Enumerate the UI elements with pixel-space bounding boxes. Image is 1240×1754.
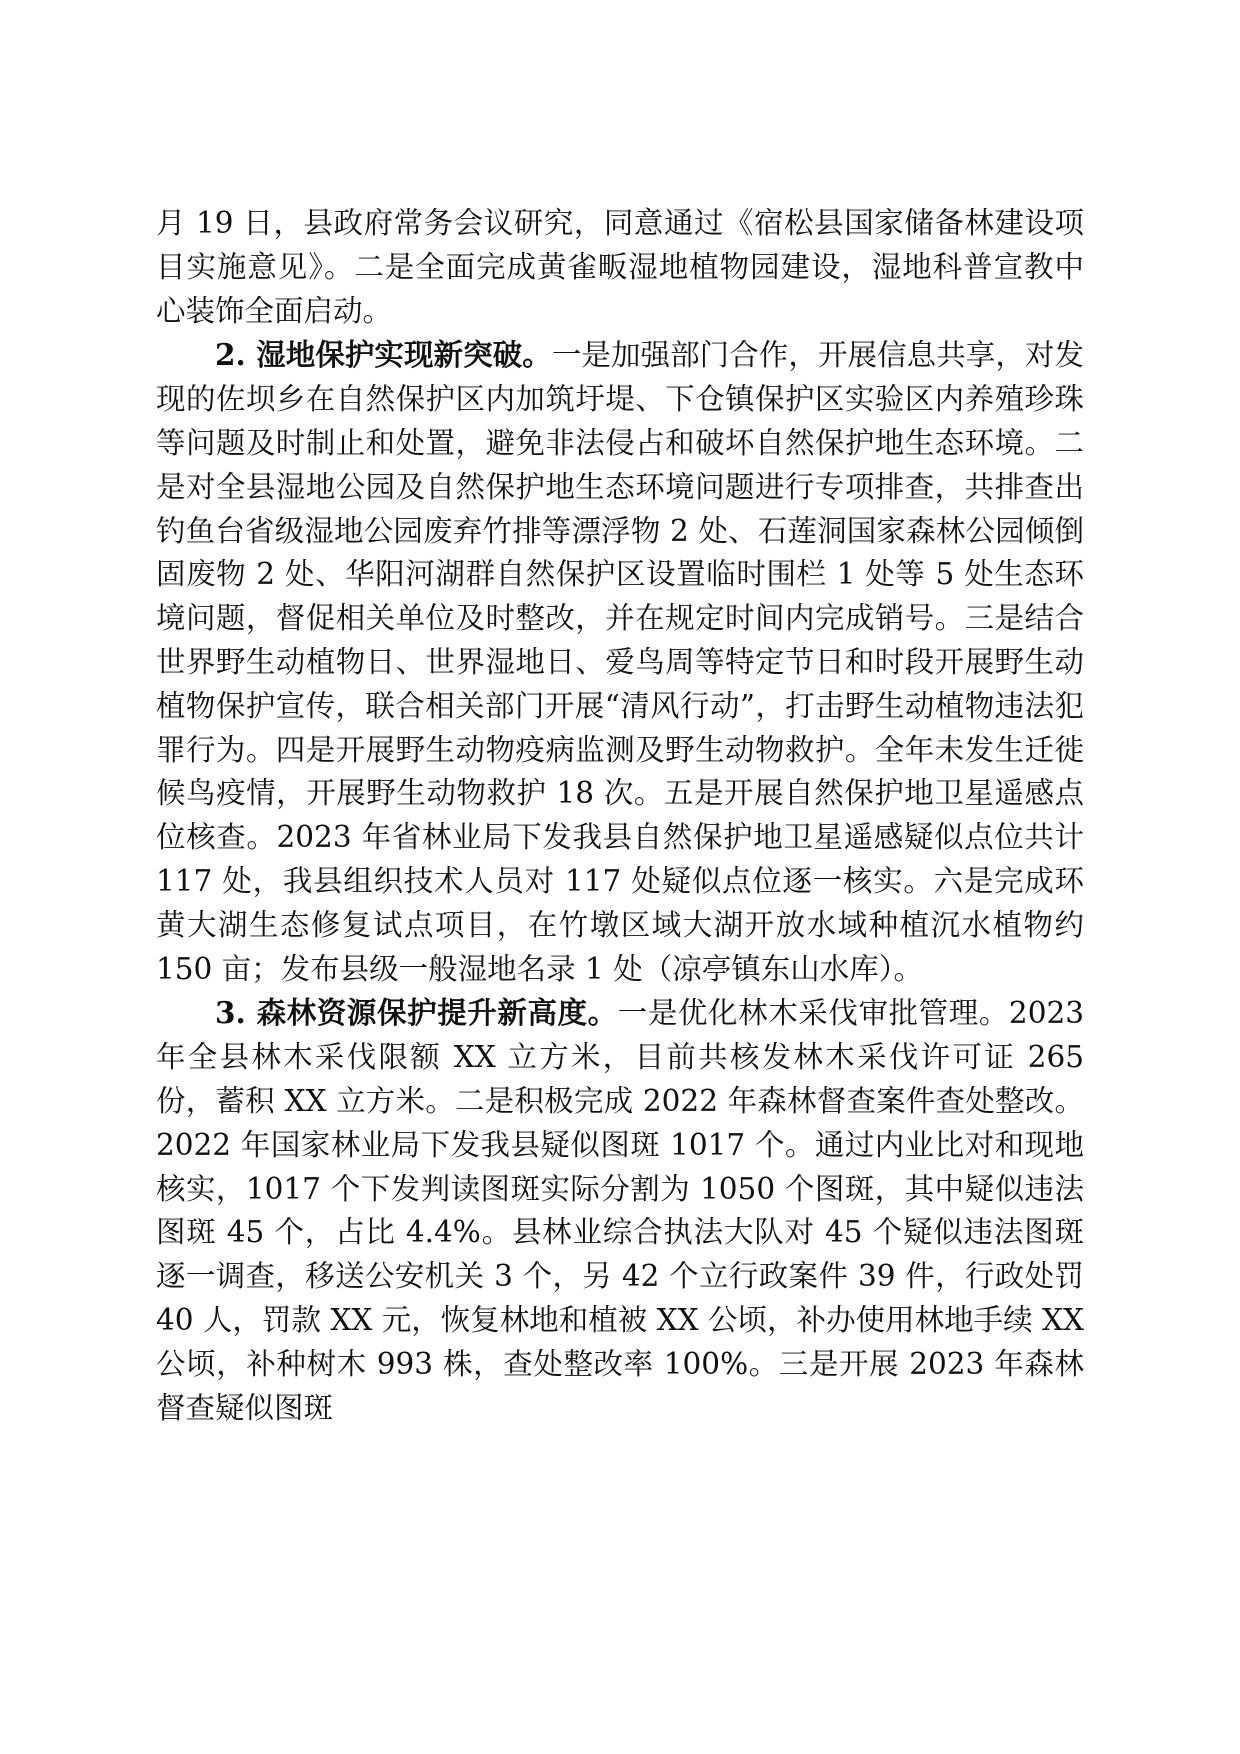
document-body bbox=[156, 202, 1084, 1430]
paragraph-2-text: 一是加强部门合作，开展信息共享，对发现的佐坝乡在自然保护区内加筑圩堤、下仓镇保护区实验区内养殖珍珠等问题及时制止和处置，避免非法侵占和破坏自然保护地生态环境。二是对全县湿地公园及自然保护地生态环境问题进行专项排查，共排查出钓鱼台省级湿地公园废弃竹排等漂浮物 2 处、石莲洞国家森林公园倾倒固废物 2 处、华阳河湖群自然保护区设置临时围栏 1 处等 5 处生态环境问题，督促相关单位及时整改，并在规定时间内完成销号。三是结合世界野生动植物日、世界湿地日、爱鸟周等特定节日和时段开展野生动植物保护宣传，联合相关部门开展“清风行动”，打击野生动植物违法犯罪行为。四是开展野生动物疫病监测及野生动物救护。全年未发生迁徙候鸟疫情，开展野生动物救护 18 次。五是开展自然保护地卫星遥感点位核查。2023 年省林业局下发我县自然保护地卫星遥感疑似点位共计 117 处，我县组织技术人员对 117 处疑似点位逐一核实。六是完成环黄大湖生态修复试点项目，在竹墩区域大湖开放水域种植沉水植物约 150 亩；发布县级一般湿地名录 1 处（凉亭镇东山水库）。 bbox=[156, 338, 1084, 986]
section-heading-wetland: 2. 湿地保护实现新突破。 bbox=[215, 337, 552, 373]
paragraph-3-text: 一是优化林木采伐审批管理。2023 年全县林木采伐限额 XX 立方米，目前共核发林木采伐许可证 265 份，蓄积 XX 立方米。二是积极完成 2022 年森林督查案件查处整改。2022 年国家林业局下发我县疑似图斑 1017 个。通过内业比对和现地核实，1017 个下发判读图斑实际分割为 1050 个图斑，其中疑似违法图斑 45 个，占比 4.4%。县林业综合执法大队对 45 个疑似违法图斑逐一调查，移送公安机关 3 个，另 42 个立行政案件 39 件，行政处罚 40 人，罚款 XX 元，恢复林地和植被 XX 公顷，补办使用林地手续 XX 公顷，补种树木 993 株，查处整改率 100%。三是开展 2023 年森林督查疑似图斑 bbox=[156, 996, 1084, 1425]
paragraph-1-text: 月 19 日，县政府常务会议研究，同意通过《宿松县国家储备林建设项目实施意见》。二是全面完成黄雀畈湿地植物园建设，湿地科普宣教中心装饰全面启动。 bbox=[156, 206, 1084, 328]
section-heading-forest: 3. 森林资源保护提升新高度。 bbox=[215, 995, 618, 1031]
paragraph-forest-protection bbox=[156, 991, 1084, 1430]
paragraph-continuation bbox=[156, 202, 1084, 333]
paragraph-wetland-protection bbox=[156, 333, 1084, 991]
